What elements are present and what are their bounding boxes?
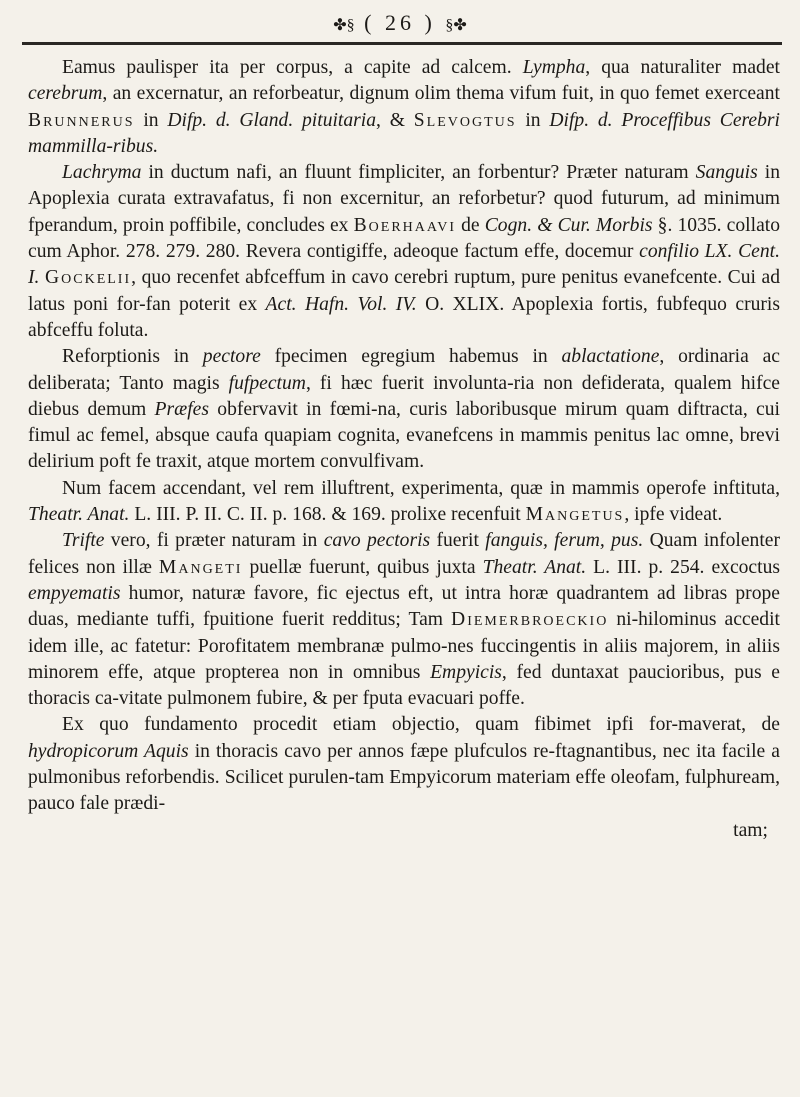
italic-term: Difp. d. Gland. pituitaria xyxy=(167,109,377,131)
text-run: de xyxy=(455,214,485,236)
text-run: ni-hilominus accedit idem ille, ac fatetur: Porofitatem membranæ pulmo-nes fuccingentis in aliis majorem, in aliis minorem effe, atque propterea non in omnibus xyxy=(28,609,780,683)
text-run: in xyxy=(134,109,168,131)
paragraph xyxy=(28,476,780,529)
author-name: Gockelii xyxy=(45,267,132,289)
text-run: L. III. P. II. C. II. p. 168. & 169. prolixe recenfuit xyxy=(129,504,526,526)
catchword: tam; xyxy=(733,819,768,841)
page-header xyxy=(0,10,800,36)
text-run: in ductum nafi, an fluunt fimpliciter, an forbentur? Præter naturam xyxy=(141,162,696,184)
paragraph xyxy=(28,528,780,712)
text-run: Quam infolenter felices non illæ xyxy=(28,530,780,578)
italic-term: Lachryma xyxy=(62,162,142,184)
paragraph xyxy=(28,160,780,344)
italic-term: pectore xyxy=(202,346,261,368)
italic-term: hydropicorum Aquis xyxy=(28,740,189,762)
body-text xyxy=(28,55,780,844)
paragraph xyxy=(28,712,780,843)
author-name: Brunnerus xyxy=(28,109,135,131)
text-run: Ex quo fundamento procedit etiam objectio, quam fibimet ipfi for-maverat, de xyxy=(62,714,780,736)
italic-term: fufpectum xyxy=(228,372,306,394)
text-run: puellæ fuerunt, quibus juxta xyxy=(242,556,483,578)
italic-term: Theatr. Anat. xyxy=(28,504,130,526)
text-run: , an excernatur, an reforbeatur, dignum olim thema vifum fuit, in quo femet exerceant xyxy=(102,83,780,105)
italic-term: empyematis xyxy=(28,582,121,604)
text-run: in xyxy=(516,109,550,131)
text-run: , quo recenfet abfceffum in cavo cerebri ruptum, pure penitus evanefcente. Cui ad latus poni for-fan poterit ex xyxy=(28,267,780,315)
italic-term: Sanguis xyxy=(695,162,758,184)
italic-term: confilio LX. Cent. I. xyxy=(28,241,780,289)
ornament-left-icon: ✤§ xyxy=(333,16,355,34)
italic-term: Præfes xyxy=(154,398,209,420)
author-name: Diemerbroeckio xyxy=(451,609,609,631)
header-rule xyxy=(22,42,782,45)
text-run: fpecimen egregium habemus in xyxy=(260,346,562,368)
text-run: , & xyxy=(376,109,414,131)
text-run: Eamus paulisper ita per corpus, a capite ad calcem. xyxy=(62,57,523,78)
author-name: Slevogtus xyxy=(413,109,517,131)
italic-term: ablactatione xyxy=(561,346,660,368)
text-run: Num facem accendant, vel rem illuftrent, experimenta, quæ in mammis operofe inftituta, xyxy=(62,477,780,499)
italic-term: fanguis, ferum, pus. xyxy=(485,530,644,552)
italic-term: cavo pectoris xyxy=(323,530,431,552)
italic-term: Cogn. & Cur. Morbis xyxy=(484,214,653,236)
text-run: L. III. p. 254. excoctus xyxy=(586,556,780,578)
text-run: , qua naturaliter madet xyxy=(585,57,780,78)
ornament-right-icon: §✤ xyxy=(445,16,467,34)
italic-term: cerebrum xyxy=(28,83,103,105)
italic-term: Act. Hafn. Vol. IV. xyxy=(265,293,417,315)
author-name: Mangeti xyxy=(158,556,243,578)
text-run: Reforptionis in xyxy=(62,346,203,368)
italic-term: Theatr. Anat. xyxy=(482,556,587,578)
text-run: , fed duntaxat paucioribus, pus e thoracis ca-vitate pulmonem fubire, & per fputa evacuari poffe. xyxy=(28,661,780,710)
page-number: ( 26 ) xyxy=(364,10,436,35)
italic-term: Trifte xyxy=(62,530,105,552)
italic-term: Empyicis xyxy=(430,661,502,683)
italic-term: Lympha xyxy=(522,57,586,78)
text-run: obfervavit in fœmi-na, curis laboribusque mirum quam diftracta, cui fimul ac femel, absque caufa quapiam cognita, evanefcens in mammis penitus lac omne, brevi delirium poft fe traxit, atque mortem convulfivam. xyxy=(28,398,780,473)
text-run: in thoracis cavo per annos fæpe plufculos re-ftagnantibus, nec ita facile a pulmonibus reforbendis. Scilicet purulen-tam Empyicorum materiam effe oleofam, fulphuream, pauco fale prædi- xyxy=(28,740,780,815)
author-name: Mangetus xyxy=(525,504,625,526)
italic-term: Difp. d. Proceffibus Cerebri mammilla-ribus. xyxy=(28,109,780,157)
paragraph xyxy=(28,55,780,160)
text-run: in Apoplexia curata extravafatus, fi non excernitur, an reforbetur? quod futurum, ad minimum fperandum, proin poffibile, concludes ex xyxy=(28,162,780,236)
text-run: , ordinaria ac deliberata; Tanto magis xyxy=(28,346,780,394)
text-run: vero, fi præter naturam in xyxy=(104,530,324,552)
paragraph xyxy=(28,344,780,475)
text-run: humor, naturæ favore, fic ejectus eft, ut intra horæ quadrantem ad libras prope duas, mediante tuffi, fpuitione fuerit redditus; Tam xyxy=(28,582,780,631)
text-run: , fi hæc fuerit involunta-ria non defiderata, qualem hifce diebus demum xyxy=(28,372,780,420)
text-run: O. XLIX. Apoplexia fortis, fubfequo cruris abfceffu foluta. xyxy=(28,293,780,341)
author-name: Boerhaavi xyxy=(353,214,456,236)
text-run: fuerit xyxy=(430,530,486,552)
text-run: , ipfe videat. xyxy=(624,504,723,526)
text-run: §. 1035. collato cum Aphor. 278. 279. 280. Revera contigiffe, adeoque factum effe, docemur xyxy=(28,214,781,263)
